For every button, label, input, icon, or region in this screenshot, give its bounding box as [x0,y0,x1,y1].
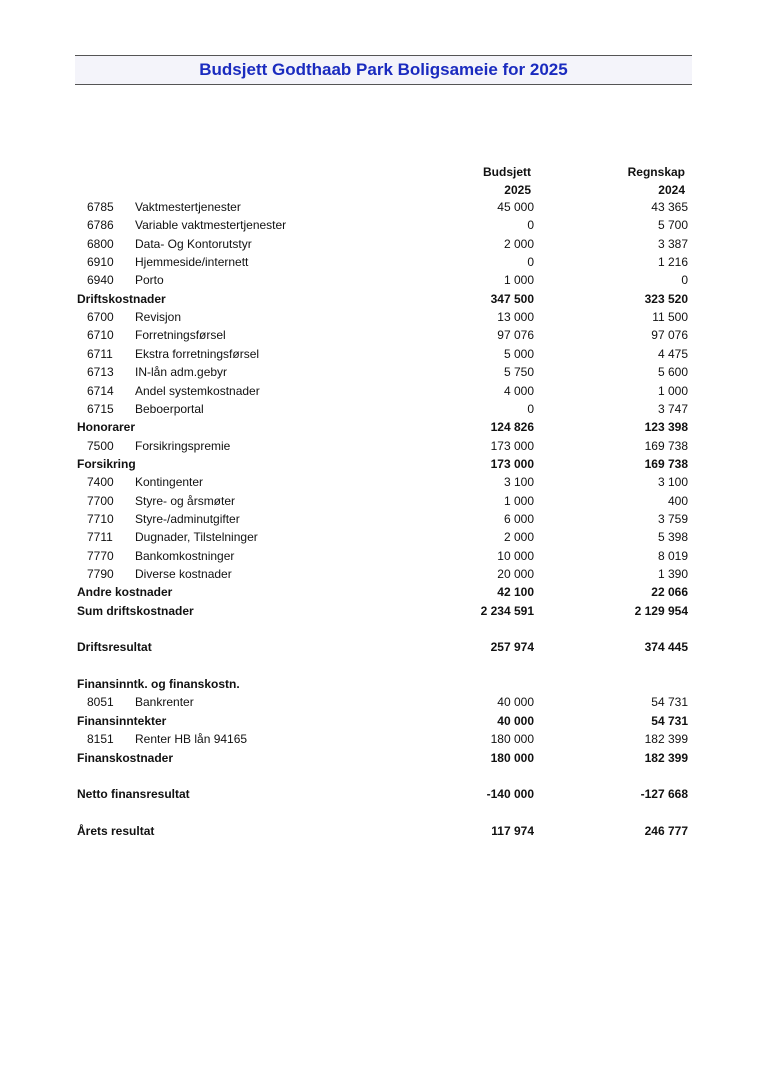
subtotal-label: Andre kostnader [77,585,173,600]
subtotal-label: Forsikring [77,456,136,471]
budget-value: 0 [527,218,534,233]
budget-value: 5 000 [503,346,534,361]
subtotal-row [0,638,769,656]
actual-value: 8 019 [657,548,688,563]
budget-value: 2 000 [503,236,534,251]
account-description: Bankrenter [135,695,194,710]
account-row [0,492,769,510]
account-code: 7710 [87,511,114,526]
account-description: Beboerportal [135,401,204,416]
account-code: 6713 [87,365,114,380]
subtotal-label: Årets resultat [77,823,155,838]
account-code: 8151 [87,732,114,747]
account-description: Styre- og årsmøter [135,493,236,508]
budget-value: 347 500 [490,291,534,306]
budget-value: 4 000 [503,383,534,398]
actual-value: 374 445 [644,640,688,655]
actual-value: 54 731 [651,713,688,728]
subtotal-row [0,455,769,473]
actual-value: 182 399 [644,732,688,747]
actual-value: 54 731 [651,695,688,710]
budget-value: 124 826 [490,420,534,435]
actual-value: 2 129 954 [634,603,688,618]
subtotal-label: Netto finansresultat [77,787,190,802]
subtotal-row [0,785,769,803]
account-code: 6714 [87,383,114,398]
budget-value: 42 100 [497,585,534,600]
account-description: Forsikringspremie [135,438,231,453]
account-code: 6800 [87,236,114,251]
actual-value: 4 475 [657,346,688,361]
section-heading-row [0,675,769,693]
budget-value: 5 750 [503,365,534,380]
budget-value: 6 000 [503,511,534,526]
account-code: 6711 [87,346,113,361]
account-code: 6786 [87,218,114,233]
actual-value: 323 520 [644,291,688,306]
account-code: 6700 [87,310,114,325]
account-row [0,565,769,583]
subtotal-row [0,418,769,436]
account-row [0,326,769,344]
account-description: Styre-/adminutgifter [135,511,240,526]
account-description: Dugnader, Tilstelninger [135,530,258,545]
account-description: Revisjon [135,310,182,325]
budget-value: 117 974 [491,823,534,838]
budget-value: 173 000 [490,438,534,453]
actual-value: 182 399 [644,750,688,765]
account-row [0,437,769,455]
account-code: 6910 [87,255,114,270]
budget-col-header-line2: 2025 [504,183,531,197]
actual-value: -127 668 [640,787,688,802]
budget-col-header-line1: Budsjett [483,165,531,179]
actual-value: 3 759 [657,511,688,526]
subtotal-row [0,602,769,620]
account-row [0,363,769,381]
account-description: Renter HB lån 94165 [135,732,248,747]
account-row [0,510,769,528]
actual-value: 5 398 [657,530,688,545]
account-description: Andel systemkostnader [135,383,260,398]
subtotal-label: Driftskostnader [77,291,166,306]
account-row [0,693,769,711]
actual-value: 123 398 [644,420,688,435]
budget-value: 0 [527,255,534,270]
account-code: 7700 [87,493,114,508]
actual-value: 246 777 [644,823,688,838]
account-row [0,216,769,234]
actual-col-header-line1: Regnskap [627,165,685,179]
actual-value: 3 747 [657,401,688,416]
subtotal-label: Finanskostnader [77,750,174,765]
actual-value: 1 000 [657,383,688,398]
budget-col-header [483,163,531,199]
title-band [75,55,692,85]
actual-value: 1 390 [657,567,688,581]
actual-col-header-line2: 2024 [658,183,685,197]
account-code: 8051 [87,695,114,710]
account-code: 7770 [87,548,114,563]
account-row [0,400,769,418]
account-description: Variable vaktmestertjenester [135,218,287,233]
budget-value: 10 000 [497,548,534,563]
account-row [0,345,769,363]
account-code: 6710 [87,328,114,343]
subtotal-label: Honorarer [77,420,136,435]
subtotal-label: Driftsresultat [77,640,152,655]
budget-value: 180 000 [490,732,534,747]
account-description: Diverse kostnader [135,567,232,581]
budget-value: 2 000 [503,530,534,545]
budget-value: 45 000 [497,200,534,214]
actual-value: 169 738 [644,438,688,453]
account-row [0,271,769,289]
account-row [0,382,769,400]
account-code: 7711 [87,530,113,545]
account-description: Vaktmestertjenester [135,200,241,214]
account-description: Data- Og Kontorutstyr [135,236,252,251]
subtotal-row [0,822,769,840]
budget-value: 1 000 [503,493,534,508]
page-title: Budsjett Godthaab Park Boligsameie for 2025 [199,60,568,79]
budget-value: 180 000 [490,750,534,765]
budget-value: 2 234 591 [480,603,534,618]
account-row [0,730,769,748]
account-row [0,308,769,326]
budget-value: 13 000 [497,310,534,325]
budget-value: 0 [527,401,534,416]
actual-value: 11 500 [652,310,688,325]
subtotal-label: Sum driftskostnader [77,603,194,618]
account-description: Forretningsførsel [135,328,226,343]
account-description: IN-lån adm.gebyr [135,365,228,380]
account-description: Kontingenter [135,475,204,490]
account-description: Ekstra forretningsførsel [135,346,260,361]
account-code: 7400 [87,475,114,490]
account-row [0,253,769,271]
budget-value: 20 000 [497,567,534,581]
account-description: Hjemmeside/internett [135,255,249,270]
actual-value: 22 066 [651,585,688,600]
actual-value: 43 365 [651,200,688,214]
actual-col-header [628,163,685,199]
actual-value: 0 [681,273,688,288]
budget-value: 40 000 [497,713,534,728]
account-code: 6715 [87,401,114,416]
account-row [0,528,769,546]
account-row [0,547,769,565]
account-row [0,473,769,491]
actual-value: 3 387 [657,236,688,251]
budget-value: 257 974 [490,640,534,655]
actual-value: 3 100 [657,475,688,490]
account-code: 6940 [87,273,114,288]
subtotal-row [0,290,769,308]
budget-value: 40 000 [497,695,534,710]
subtotal-row [0,583,769,601]
account-row [0,198,769,216]
account-code: 7500 [87,438,114,453]
actual-value: 5 600 [657,365,688,380]
actual-value: 5 700 [657,218,688,233]
budget-value: 3 100 [503,475,534,490]
actual-value: 1 216 [657,255,688,270]
actual-value: 97 076 [651,328,688,343]
budget-value: 97 076 [497,328,534,343]
subtotal-row [0,712,769,730]
subtotal-label: Finansinntekter [77,713,167,728]
subtotal-row [0,749,769,767]
account-code: 7790 [87,567,114,581]
account-description: Bankomkostninger [135,548,235,563]
budget-value: -140 000 [486,787,534,802]
budget-value: 1 000 [503,273,534,288]
budget-value: 173 000 [490,456,534,471]
account-row [0,235,769,253]
section-heading: Finansinntk. og finanskostn. [77,677,240,692]
actual-value: 400 [667,493,688,508]
account-description: Porto [135,273,164,288]
actual-value: 169 738 [644,456,688,471]
account-code: 6785 [87,200,114,214]
